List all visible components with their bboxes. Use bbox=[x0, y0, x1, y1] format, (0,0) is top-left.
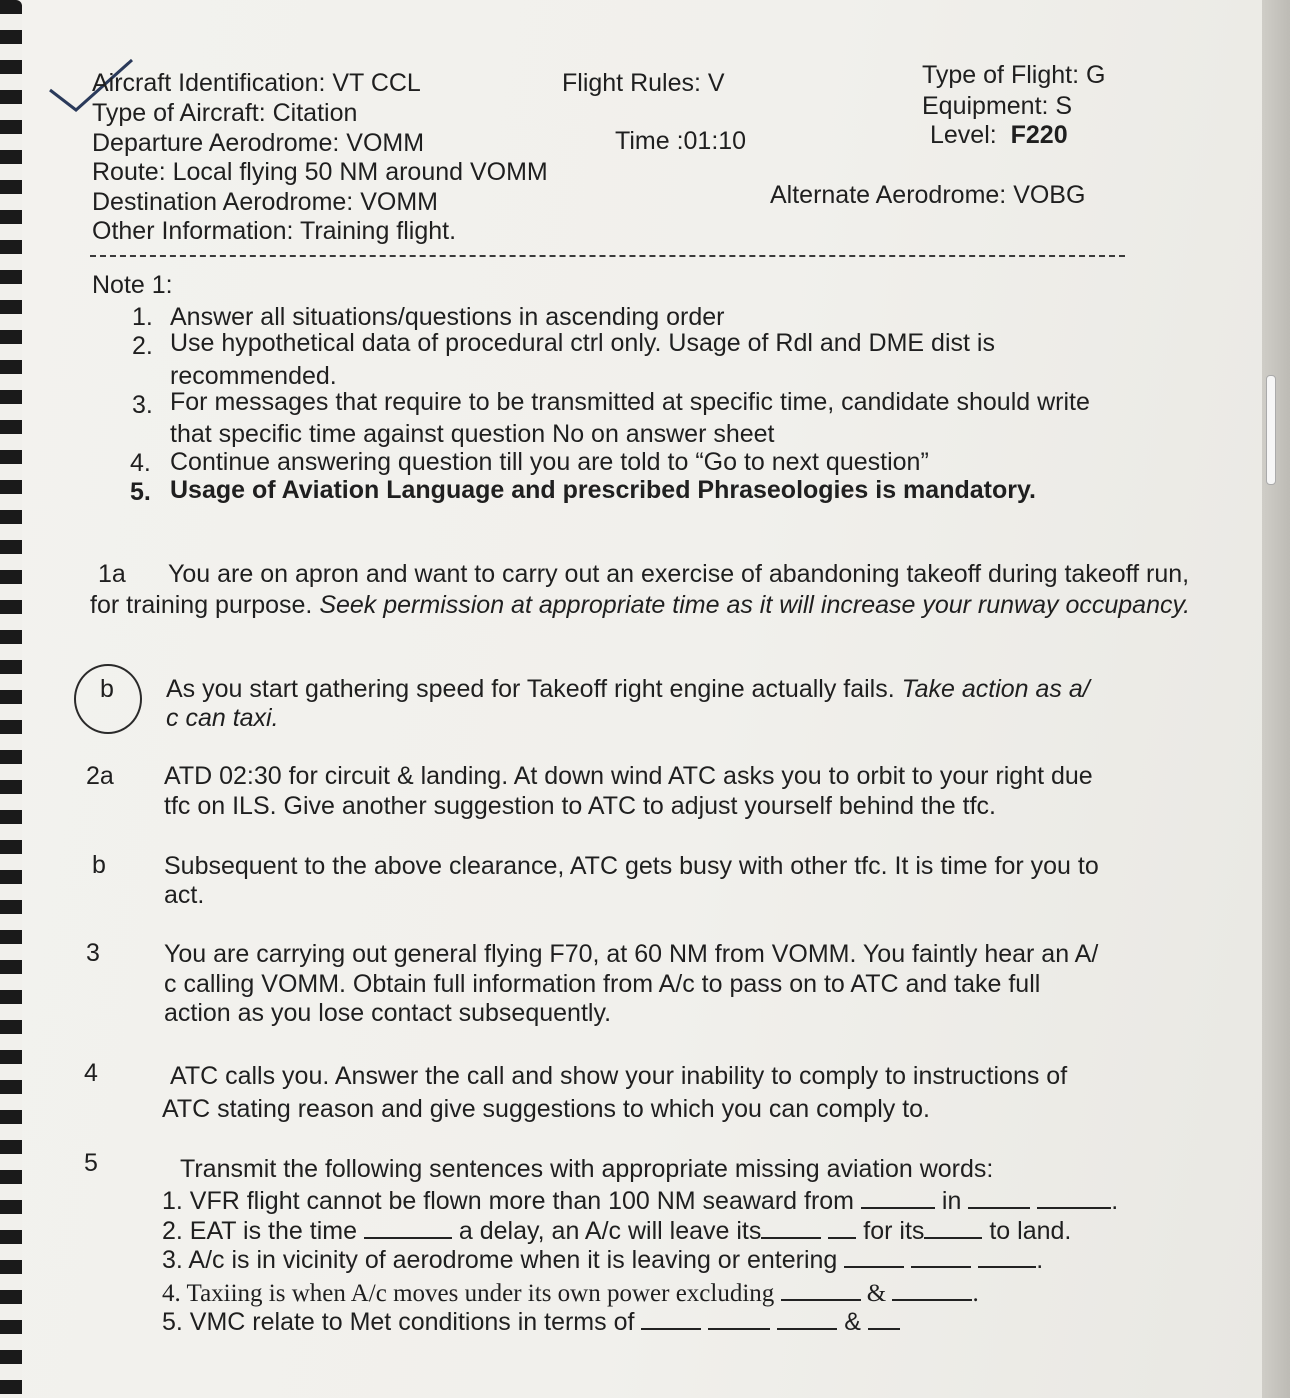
question-4-text-2: ATC stating reason and give suggestions to which you can comply to. bbox=[162, 1095, 931, 1123]
question-number: 2a bbox=[86, 762, 114, 790]
answer-blank[interactable] bbox=[844, 1242, 904, 1268]
question-number: 1a bbox=[98, 560, 126, 588]
answer-blank[interactable] bbox=[924, 1213, 982, 1239]
sentence-2-part: a delay, an A/c will leave its bbox=[458, 1217, 762, 1245]
sentence-1: 1. VFR flight cannot be flown more than 100 NM seaward from in . bbox=[162, 1183, 1118, 1216]
question-1a-text-2 bbox=[90, 590, 1190, 620]
sentence-5-part: 5. VMC relate to Met conditions in terms of bbox=[162, 1308, 635, 1336]
level-value: F220 bbox=[1010, 121, 1068, 149]
aircraft-id: Aircraft Identification: VT CCL bbox=[92, 69, 421, 97]
destination-aerodrome: Destination Aerodrome: VOMM bbox=[92, 188, 438, 216]
type-of-flight: Type of Flight: G bbox=[922, 61, 1106, 89]
question-number: b bbox=[100, 675, 114, 703]
type-of-aircraft: Type of Aircraft: Citation bbox=[92, 99, 358, 127]
note-title: Note 1: bbox=[92, 271, 173, 299]
question-1a-part: for training purpose. bbox=[90, 591, 313, 619]
sentence-5-part: & bbox=[844, 1308, 861, 1336]
equipment: Equipment: S bbox=[922, 92, 1073, 120]
note-item-continued: recommended. bbox=[170, 362, 337, 390]
answer-blank[interactable] bbox=[868, 1304, 900, 1330]
question-3-text-2: c calling VOMM. Obtain full information from A/c to pass on to ATC and take full bbox=[164, 970, 1041, 998]
sentence-5 bbox=[162, 1304, 900, 1337]
sentence-3-part: 3. A/c is in vicinity of aerodrome when it is leaving or entering bbox=[162, 1246, 838, 1274]
note-item-mandatory: Usage of Aviation Language and prescribed Phraseologies is mandatory. bbox=[170, 476, 1036, 504]
level-label: Level: bbox=[930, 121, 997, 149]
scrollbar-thumb[interactable] bbox=[1266, 375, 1276, 485]
answer-blank[interactable] bbox=[968, 1183, 1030, 1209]
spiral-binding bbox=[0, 0, 22, 1398]
question-1b-text-2: c can taxi. bbox=[166, 704, 279, 732]
answer-blank[interactable] bbox=[828, 1213, 856, 1239]
question-3-text: You are carrying out general flying F70, at 60 NM from VOMM. You faintly hear an A/ bbox=[164, 940, 1099, 968]
question-number: 4 bbox=[84, 1059, 98, 1087]
question-1a-text: You are on apron and want to carry out an exercise of abandoning takeoff during takeoff run, bbox=[168, 560, 1190, 588]
answer-blank[interactable] bbox=[861, 1183, 935, 1209]
question-2a-text: ATD 02:30 for circuit & landing. At down wind ATC asks you to orbit to your right due bbox=[164, 762, 1093, 790]
note-item: For messages that require to be transmitted at specific time, candidate should write bbox=[170, 388, 1090, 416]
question-1a-italic: Seek permission at appropriate time as it will increase your runway occupancy. bbox=[319, 591, 1191, 619]
note-item: Continue answering question till you are told to “Go to next question” bbox=[170, 448, 929, 476]
other-information: Other Information: Training flight. bbox=[92, 217, 457, 245]
divider bbox=[90, 255, 1125, 257]
answer-blank[interactable] bbox=[892, 1275, 972, 1301]
answer-blank[interactable] bbox=[641, 1304, 701, 1330]
question-number: b bbox=[92, 851, 106, 879]
answer-blank[interactable] bbox=[781, 1275, 861, 1301]
answer-blank[interactable] bbox=[708, 1304, 770, 1330]
question-number: 3 bbox=[86, 939, 100, 967]
sentence-1-part: in bbox=[941, 1187, 962, 1215]
answer-blank[interactable] bbox=[761, 1213, 821, 1239]
sentence-2-part: 2. EAT is the time bbox=[162, 1217, 357, 1245]
sentence-4: 4. Taxiing is when A/c moves under its own power excluding & . bbox=[162, 1275, 979, 1309]
page-edge bbox=[1262, 0, 1290, 1398]
question-number: 5 bbox=[84, 1149, 98, 1177]
question-5-intro: Transmit the following sentences with appropriate missing aviation words: bbox=[180, 1155, 994, 1183]
answer-blank[interactable] bbox=[777, 1304, 837, 1330]
answer-blank[interactable] bbox=[1037, 1183, 1111, 1209]
alternate-aerodrome: Alternate Aerodrome: VOBG bbox=[770, 181, 1086, 209]
route: Route: Local flying 50 NM around VOMM bbox=[92, 158, 548, 186]
sentence-4-part: 4. Taxiing is when A/c moves under its own power excluding bbox=[162, 1280, 775, 1307]
question-3-text-3: action as you lose contact subsequently. bbox=[164, 999, 612, 1027]
note-item: Use hypothetical data of procedural ctrl only. Usage of Rdl and DME dist is bbox=[170, 329, 995, 357]
note-item-continued: that specific time against question No on answer sheet bbox=[170, 420, 775, 448]
question-1b-text bbox=[166, 674, 1090, 704]
question-2a-text-2: tfc on ILS. Give another suggestion to ATC to adjust yourself behind the tfc. bbox=[164, 792, 996, 820]
note-item-number: 1. bbox=[132, 303, 153, 331]
flight-rules: Flight Rules: V bbox=[562, 69, 725, 97]
sentence-1-part: 1. VFR flight cannot be flown more than 100 NM seaward from bbox=[162, 1187, 854, 1215]
note-item: Answer all situations/questions in ascending order bbox=[170, 303, 725, 331]
question-1b-italic: Take action as a/ bbox=[901, 675, 1090, 703]
note-item-number: 2. bbox=[132, 332, 153, 360]
note-item-number: 4. bbox=[130, 449, 151, 477]
sentence-2-part: for its bbox=[863, 1217, 925, 1245]
question-4-text: ATC calls you. Answer the call and show your inability to comply to instructions of bbox=[170, 1062, 1068, 1090]
level bbox=[930, 120, 1068, 150]
time: Time :01:10 bbox=[615, 127, 747, 155]
answer-blank[interactable] bbox=[978, 1242, 1036, 1268]
sentence-2-part: to land. bbox=[989, 1217, 1072, 1245]
question-1b-part: As you start gathering speed for Takeoff right engine actually fails. bbox=[166, 675, 895, 703]
answer-blank[interactable] bbox=[364, 1213, 452, 1239]
sentence-4-part: & bbox=[866, 1280, 887, 1307]
question-2b-text-2: act. bbox=[164, 881, 205, 909]
departure-aerodrome: Departure Aerodrome: VOMM bbox=[92, 129, 425, 157]
sentence-3: 3. A/c is in vicinity of aerodrome when it is leaving or entering . bbox=[162, 1242, 1043, 1275]
question-2b-text: Subsequent to the above clearance, ATC gets busy with other tfc. It is time for you to bbox=[164, 852, 1099, 880]
note-item-number: 5. bbox=[130, 478, 151, 506]
note-item-number: 3. bbox=[132, 391, 153, 419]
answer-blank[interactable] bbox=[911, 1242, 971, 1268]
